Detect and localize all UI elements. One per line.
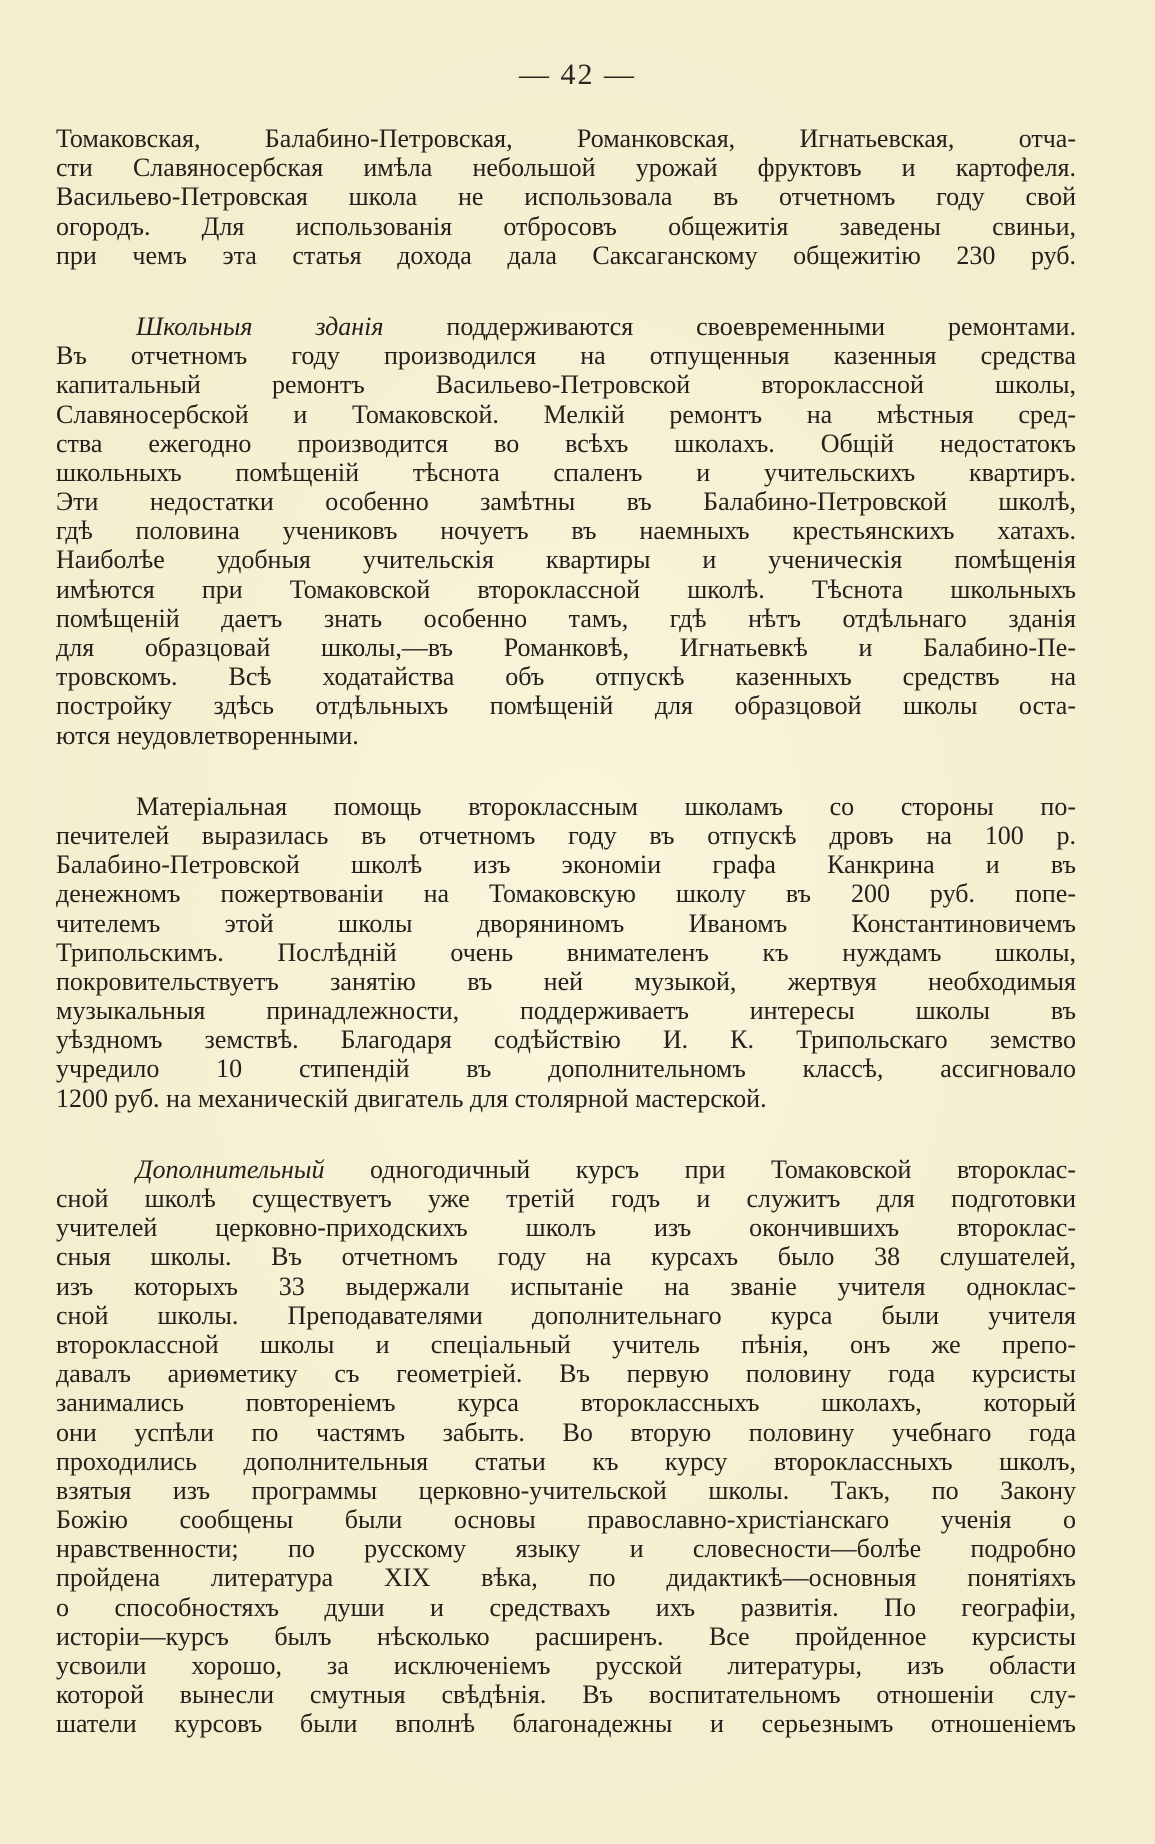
text-line: при чемъ эта статья дохода дала Саксаганскому общежитію 230 руб. <box>56 240 1076 270</box>
text-line: уѣздномъ земствѣ. Благодаря содѣйствію И. К. Трипольскаго земство <box>56 1025 1076 1055</box>
text-line: сныя школы. Въ отчетномъ году на курсахъ было 38 слушателей, <box>56 1242 1076 1272</box>
page-number: — 42 — <box>519 58 636 91</box>
body-text <box>56 124 1076 1739</box>
text-line: чителемъ этой школы дворяниномъ Иваномъ Константиновичемъ <box>56 908 1076 938</box>
paragraph-gap <box>56 270 1076 312</box>
text-line: сной школѣ существуетъ уже третій годъ и служитъ для подготовки <box>56 1184 1076 1213</box>
text-line: для образцовай школы,—въ Романковѣ, Игнатьевкѣ и Балабино-Пе- <box>56 633 1076 662</box>
text-line: Балабино-Петровской школѣ изъ экономіи графа Канкрина и въ <box>56 850 1076 880</box>
text-line: Эти недостатки особенно замѣтны въ Балабино-Петровской школѣ, <box>56 487 1076 517</box>
text-line: учителей церковно-приходскихъ школъ изъ окончившихъ второклас- <box>56 1213 1076 1243</box>
paragraph-1 <box>56 124 1076 270</box>
text-line: сной школы. Преподавателями дополнительнаго курса были учителя <box>56 1300 1076 1330</box>
text-line: изъ которыхъ 33 выдержали испытаніе на званіе учителя одноклас- <box>56 1271 1076 1301</box>
text-line: проходились дополнительныя статьи къ курсу второклассныхъ школъ, <box>56 1446 1076 1476</box>
text-line: о способностяхъ души и средствахъ ихъ развитія. По географіи, <box>56 1592 1076 1622</box>
text-line: имѣются при Томаковской второклассной школѣ. Тѣснота школьныхъ <box>56 574 1076 604</box>
text-line: капитальный ремонтъ Васильево-Петровской второклассной школы, <box>56 370 1076 400</box>
text-line: давалъ ариѳметику съ геометріей. Въ первую половину года курсисты <box>56 1359 1076 1389</box>
text-line: Наиболѣе удобныя учительскія квартиры и ученическія помѣщенія <box>56 545 1076 575</box>
text-line: тровскомъ. Всѣ ходатайства объ отпускѣ казенныхъ средствъ на <box>56 662 1076 692</box>
text-line: ются неудовлетворенными. <box>56 720 359 750</box>
text-run: одногодичный курсъ при Томаковской второклас- <box>324 1154 1076 1184</box>
text-line: сти Славяносербская имѣла небольшой урожай фруктовъ и картофеля. <box>56 153 1076 183</box>
text-line: Томаковская, Балабино-Петровская, Романковская, Игнатьевская, отча- <box>56 124 1076 153</box>
text-line: огородъ. Для использованія отбросовъ общежитія заведены свиньи, <box>56 211 1076 241</box>
paragraph-gap <box>56 750 1076 792</box>
text-line: усвоили хорошо, за исключеніемъ русской литературы, изъ области <box>56 1651 1076 1680</box>
text-line: Божію сообщены были основы православно-христіанскаго ученія о <box>56 1505 1076 1535</box>
paragraph-3 <box>56 792 1076 1113</box>
text-line: 1200 руб. на механическій двигатель для столярной мастерской. <box>56 1083 767 1113</box>
text-line: Въ отчетномъ году производился на отпущенныя казенныя средства <box>56 341 1076 371</box>
text-line: Матеріальная помощь второклассным школамъ со стороны по- <box>136 791 1076 821</box>
text-line: музыкальныя принадлежности, поддерживаетъ интересы школы въ <box>56 996 1076 1026</box>
text-line: печителей выразилась въ отчетномъ году въ отпускѣ дровъ на 100 р. <box>56 820 1076 850</box>
text-line: Васильево-Петровская школа не использовала въ отчетномъ году свой <box>56 182 1076 212</box>
text-line: шатели курсовъ были вполнѣ благонадежны и серьезнымъ отношеніемъ <box>56 1709 1076 1739</box>
text-line: гдѣ половина учениковъ ночуетъ въ наемныхъ крестьянскихъ хатахъ. <box>56 516 1076 546</box>
text-line: нравственности; по русскому языку и словесности—болѣе подробно <box>56 1534 1076 1564</box>
text-line: второклассной школы и спеціальный учитель пѣнія, онъ же препо- <box>56 1329 1076 1359</box>
text-line: школьныхъ помѣщеній тѣснота спаленъ и учительскихъ квартиръ. <box>56 457 1076 487</box>
text-line <box>56 312 1076 341</box>
text-line: учредило 10 стипендій въ дополнительномъ классѣ, ассигновало <box>56 1054 1076 1084</box>
text-line: взятыя изъ программы церковно-учительской школы. Такъ, по Закону <box>56 1475 1076 1505</box>
text-line: Славяносербской и Томаковской. Мелкій ремонтъ на мѣстныя сред- <box>56 399 1076 429</box>
text-run: поддерживаются своевременными ремонтами. <box>383 311 1076 341</box>
italic-heading: Школьныя зданія <box>136 311 384 341</box>
text-line: занимались повтореніемъ курса второклассныхъ школахъ, который <box>56 1388 1076 1418</box>
text-line: пройдена литература XIX вѣка, по дидактикѣ—основныя понятіяхъ <box>56 1563 1076 1593</box>
text-line: денежномъ пожертвованіи на Томаковскую школу въ 200 руб. попе- <box>56 879 1076 909</box>
text-line: исторіи—курсъ былъ нѣсколько расширенъ. Все пройденное курсисты <box>56 1621 1076 1651</box>
text-line: постройку здѣсь отдѣльныхъ помѣщеній для образцовой школы оста- <box>56 691 1076 721</box>
paragraph-2 <box>56 312 1076 750</box>
text-line: ства ежегодно производится во всѣхъ школахъ. Общій недостатокъ <box>56 428 1076 458</box>
text-line: Трипольскимъ. Послѣдній очень внимателенъ къ нуждамъ школы, <box>56 937 1076 967</box>
text-line: покровительствуетъ занятію въ ней музыкой, жертвуя необходимыя <box>56 966 1076 996</box>
italic-heading: Дополнительный <box>136 1154 325 1184</box>
text-line: они успѣли по частямъ забыть. Во вторую половину учебнаго года <box>56 1417 1076 1447</box>
paragraph-gap <box>56 1113 1076 1155</box>
text-line: помѣщеній даетъ знать особенно тамъ, гдѣ нѣтъ отдѣльнаго зданія <box>56 603 1076 633</box>
paragraph-4 <box>56 1155 1076 1739</box>
text-line <box>56 1155 1076 1184</box>
text-line: которой вынесли смутныя свѣдѣнія. Въ воспитательномъ отношеніи слу- <box>56 1680 1076 1710</box>
